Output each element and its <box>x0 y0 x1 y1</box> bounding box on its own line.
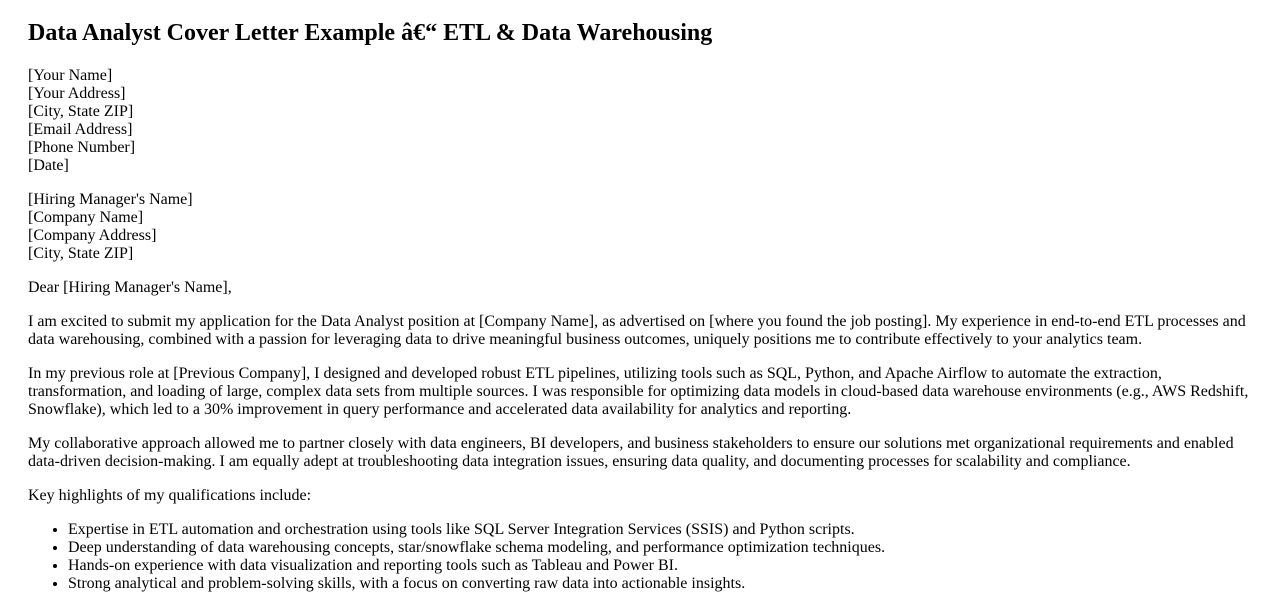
paragraph-experience: In my previous role at [Previous Company], I designed and developed robust ETL pipelines, utilizing tools such as SQL, Python, and Apache Airflow to automate the extraction, transformation, and loading of large, complex data sets from multiple sources. I was responsible for optimizing data models in cloud-based data warehouse environments (e.g., AWS Redshift, Snowflake), which led to a 30% improvement in query performance and accelerated data availability for analytics and reporting. <box>28 365 1249 418</box>
highlights-list <box>28 521 1262 593</box>
sender-name-line: [Your Name] <box>28 67 113 84</box>
sender-city-line: [City, State ZIP] <box>28 103 134 120</box>
highlights-intro: Key highlights of my qualifications include: <box>28 487 312 504</box>
recipient-address-line: [Company Address] <box>28 227 157 244</box>
highlight-item-visualization: • Hands-on experience with data visualization and reporting tools such as Tableau and Power BI. <box>68 557 1262 575</box>
salutation: Dear [Hiring Manager's Name], <box>28 279 232 296</box>
recipient-company-line: [Company Name] <box>28 209 144 226</box>
highlight-item-ssis: • Expertise in ETL automation and orchestration using tools like SQL Server Integration Services (SSIS) and Python scripts. <box>68 521 1262 539</box>
sender-date-line: [Date] <box>28 157 69 174</box>
highlight-item-warehousing: • Deep understanding of data warehousing concepts, star/snowflake schema modeling, and performance optimization techniques. <box>68 539 1262 557</box>
sender-email-line: [Email Address] <box>28 121 133 138</box>
paragraph-collaboration: My collaborative approach allowed me to partner closely with data engineers, BI developers, and business stakeholders to ensure our solutions met organizational requirements and enabled data-driven decision-making. I am equally adept at troubleshooting data integration issues, ensuring data quality, and documenting processes for scalability and compliance. <box>28 435 1234 470</box>
recipient-city-line: [City, State ZIP] <box>28 245 134 262</box>
sender-block <box>28 67 1262 175</box>
sender-address-line: [Your Address] <box>28 85 126 102</box>
highlight-item-analytical: • Strong analytical and problem-solving skills, with a focus on converting raw data into actionable insights. <box>68 575 1262 593</box>
sender-phone-line: [Phone Number] <box>28 139 136 156</box>
page-title: Data Analyst Cover Letter Example â€“ ETL & Data Warehousing <box>28 20 713 46</box>
cover-letter-page <box>8 20 1270 593</box>
recipient-block <box>28 191 1262 263</box>
recipient-manager-line: [Hiring Manager's Name] <box>28 191 193 208</box>
paragraph-application: I am excited to submit my application for the Data Analyst position at [Company Name], as advertised on [where you found the job posting]. My experience in end-to-end ETL processes and data warehousing, combined with a passion for leveraging data to drive meaningful business outcomes, uniquely positions me to contribute effectively to your analytics team. <box>28 313 1246 348</box>
